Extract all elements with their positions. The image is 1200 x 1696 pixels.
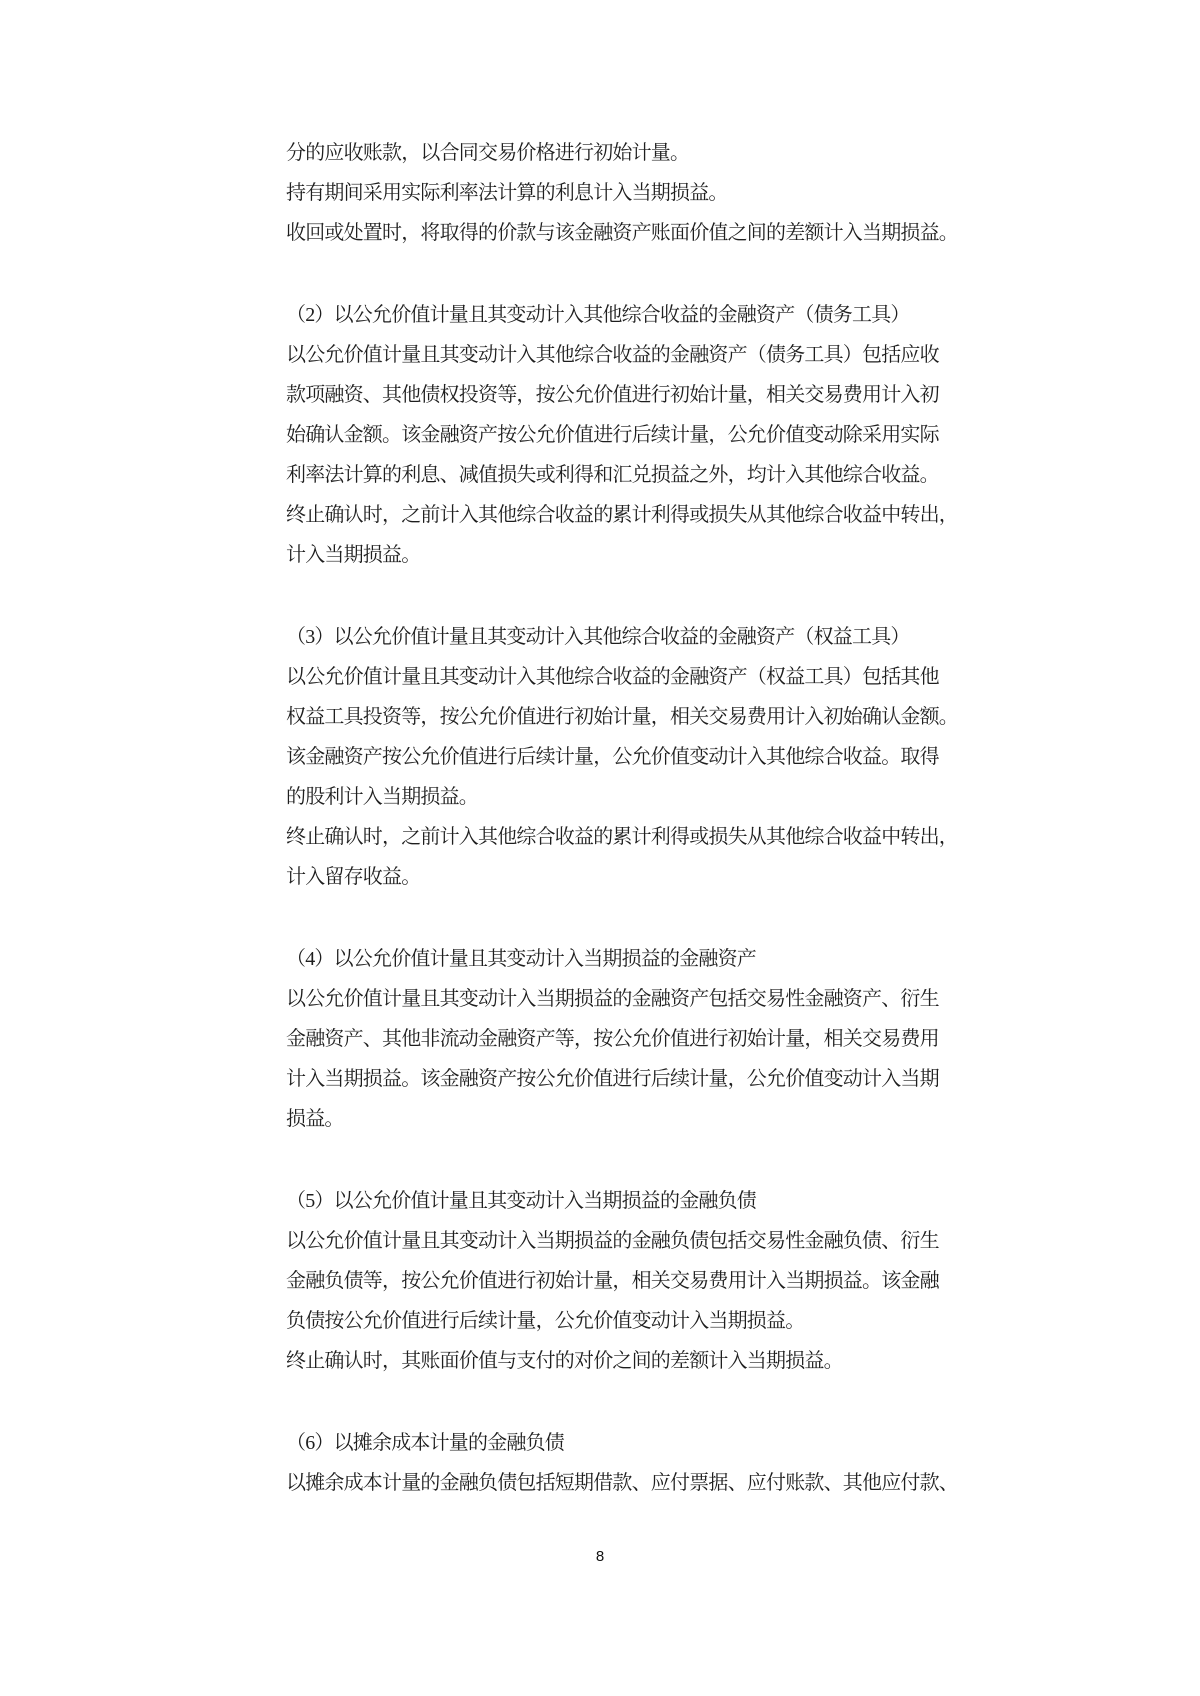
section-heading: （5）以公允价值计量且其变动计入当期损益的金融负债: [286, 1190, 756, 1212]
text-line: 金融资产、其他非流动金融资产等，按公允价值进行初始计量，相关交易费用: [286, 1028, 939, 1050]
page-number: 8: [595, 1548, 605, 1565]
text-line: 以摊余成本计量的金融负债包括短期借款、应付票据、应付账款、其他应付款、: [286, 1472, 958, 1494]
document-body: [286, 133, 970, 1503]
section-heading: （4）以公允价值计量且其变动计入当期损益的金融资产: [286, 948, 756, 970]
text-line: 以公允价值计量且其变动计入当期损益的金融资产包括交易性金融资产、衍生: [286, 988, 939, 1010]
text-line: 该金融资产按公允价值进行后续计量，公允价值变动计入其他综合收益。取得: [286, 746, 939, 768]
text-line: 损益。: [286, 1108, 344, 1130]
text-line: 收回或处置时，将取得的价款与该金融资产账面价值之间的差额计入当期损益。: [286, 222, 958, 244]
text-line: 以公允价值计量且其变动计入其他综合收益的金融资产（权益工具）包括其他: [286, 666, 939, 688]
section-heading: （2）以公允价值计量且其变动计入其他综合收益的金融资产（债务工具）: [286, 304, 910, 326]
text-line: 款项融资、其他债权投资等，按公允价值进行初始计量，相关交易费用计入初: [286, 384, 939, 406]
text-line: 持有期间采用实际利率法计算的利息计入当期损益。: [286, 182, 728, 204]
text-line: 金融负债等，按公允价值进行初始计量，相关交易费用计入当期损益。该金融: [286, 1270, 939, 1292]
document-section: [286, 617, 970, 897]
section-heading: （6）以摊余成本计量的金融负债: [286, 1432, 564, 1454]
text-line: 计入当期损益。该金融资产按公允价值进行后续计量，公允价值变动计入当期: [286, 1068, 939, 1090]
text-line: 权益工具投资等，按公允价值进行初始计量，相关交易费用计入初始确认金额。: [286, 706, 958, 728]
text-line: 终止确认时，其账面价值与支付的对价之间的差额计入当期损益。: [286, 1350, 843, 1372]
text-line: 计入当期损益。: [286, 544, 421, 566]
document-section: [286, 295, 970, 575]
text-line: 利率法计算的利息、减值损失或利得和汇兑损益之外，均计入其他综合收益。: [286, 464, 939, 486]
text-line: 以公允价值计量且其变动计入当期损益的金融负债包括交易性金融负债、衍生: [286, 1230, 939, 1252]
text-line: 的股利计入当期损益。: [286, 786, 478, 808]
text-line: 分的应收账款，以合同交易价格进行初始计量。: [286, 142, 690, 164]
page-footer: [0, 1548, 1200, 1566]
document-section: [286, 1181, 970, 1381]
text-line: 终止确认时，之前计入其他综合收益的累计利得或损失从其他综合收益中转出，: [286, 504, 958, 526]
text-line: 负债按公允价值进行后续计量，公允价值变动计入当期损益。: [286, 1310, 805, 1332]
text-line: 终止确认时，之前计入其他综合收益的累计利得或损失从其他综合收益中转出，: [286, 826, 958, 848]
document-section: [286, 939, 970, 1139]
document-section: [286, 133, 970, 253]
text-line: 以公允价值计量且其变动计入其他综合收益的金融资产（债务工具）包括应收: [286, 344, 939, 366]
text-line: 始确认金额。该金融资产按公允价值进行后续计量，公允价值变动除采用实际: [286, 424, 939, 446]
section-heading: （3）以公允价值计量且其变动计入其他综合收益的金融资产（权益工具）: [286, 626, 910, 648]
text-line: 计入留存收益。: [286, 866, 421, 888]
document-section: [286, 1423, 970, 1503]
